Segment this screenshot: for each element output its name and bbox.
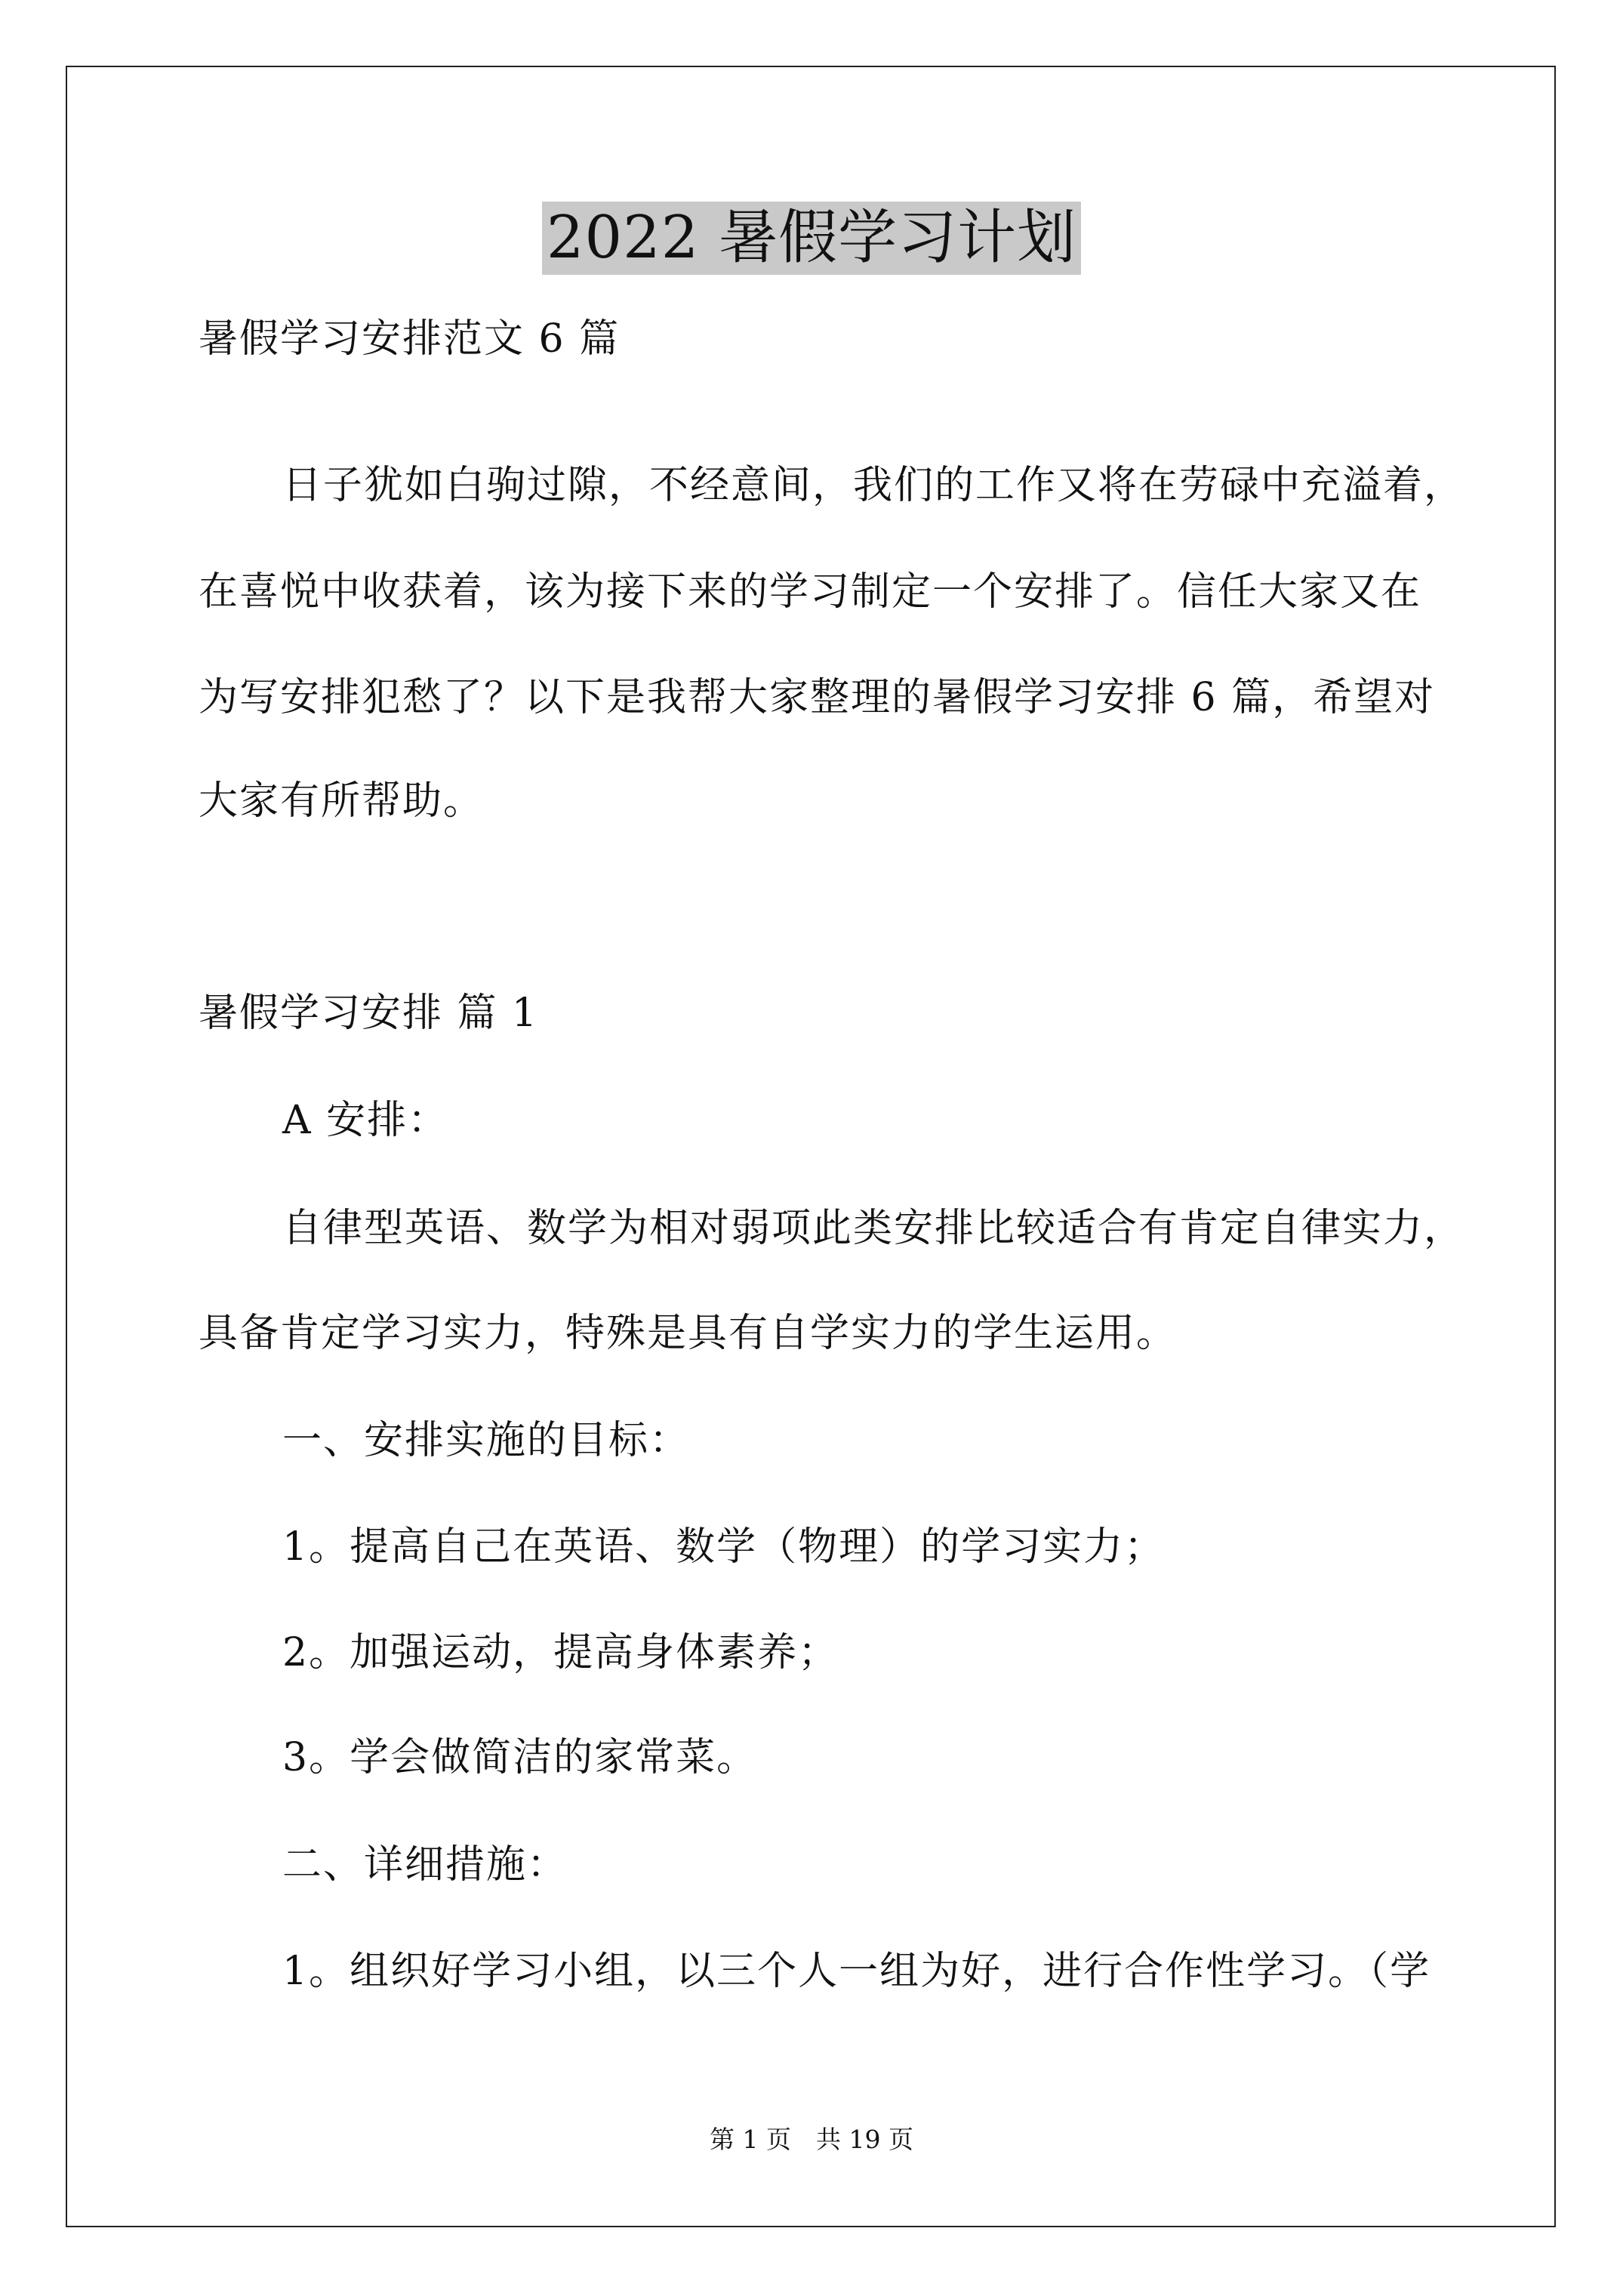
intro-line: 日子犹如白驹过隙，不经意间，我们的工作又将在劳碌中充溢着， <box>282 463 1465 508</box>
document-title: 2022 暑假学习计划 <box>542 202 1081 275</box>
body-line: 1。组织好学习小组，以三个人一组为好，进行合作性学习。（学 <box>282 1949 1431 1994</box>
intro-line: 大家有所帮助。 <box>199 778 485 824</box>
body-line: 自律型英语、数学为相对弱项此类安排比较适合有肯定自律实力， <box>282 1206 1465 1251</box>
section-heading: 暑假学习安排 篇 1 <box>199 991 539 1036</box>
page-footer: 第 1 页 共 19 页 <box>710 2125 913 2154</box>
body-line: 1。提高自己在英语、数学（物理）的学习实力； <box>282 1524 1166 1570</box>
intro-line: 为写安排犯愁了？以下是我帮大家整理的暑假学习安排 6 篇，希望对 <box>199 675 1436 720</box>
body-line: 2。加强运动，提高身体素养； <box>282 1630 839 1675</box>
page-border <box>66 66 1556 2227</box>
body-line: 二、详细措施： <box>282 1842 568 1888</box>
intro-line: 在喜悦中收获着，该为接下来的学习制定一个安排了。信任大家又在 <box>199 569 1422 615</box>
body-line: 3。学会做简洁的家常菜。 <box>282 1735 758 1780</box>
title-row <box>0 202 1623 275</box>
body-line: 一、安排实施的目标： <box>282 1418 691 1463</box>
document-subtitle: 暑假学习安排范文 6 篇 <box>199 316 621 362</box>
body-line: A 安排： <box>282 1098 449 1143</box>
body-line: 具备肯定学习实力，特殊是具有自学实力的学生运用。 <box>199 1311 1178 1356</box>
